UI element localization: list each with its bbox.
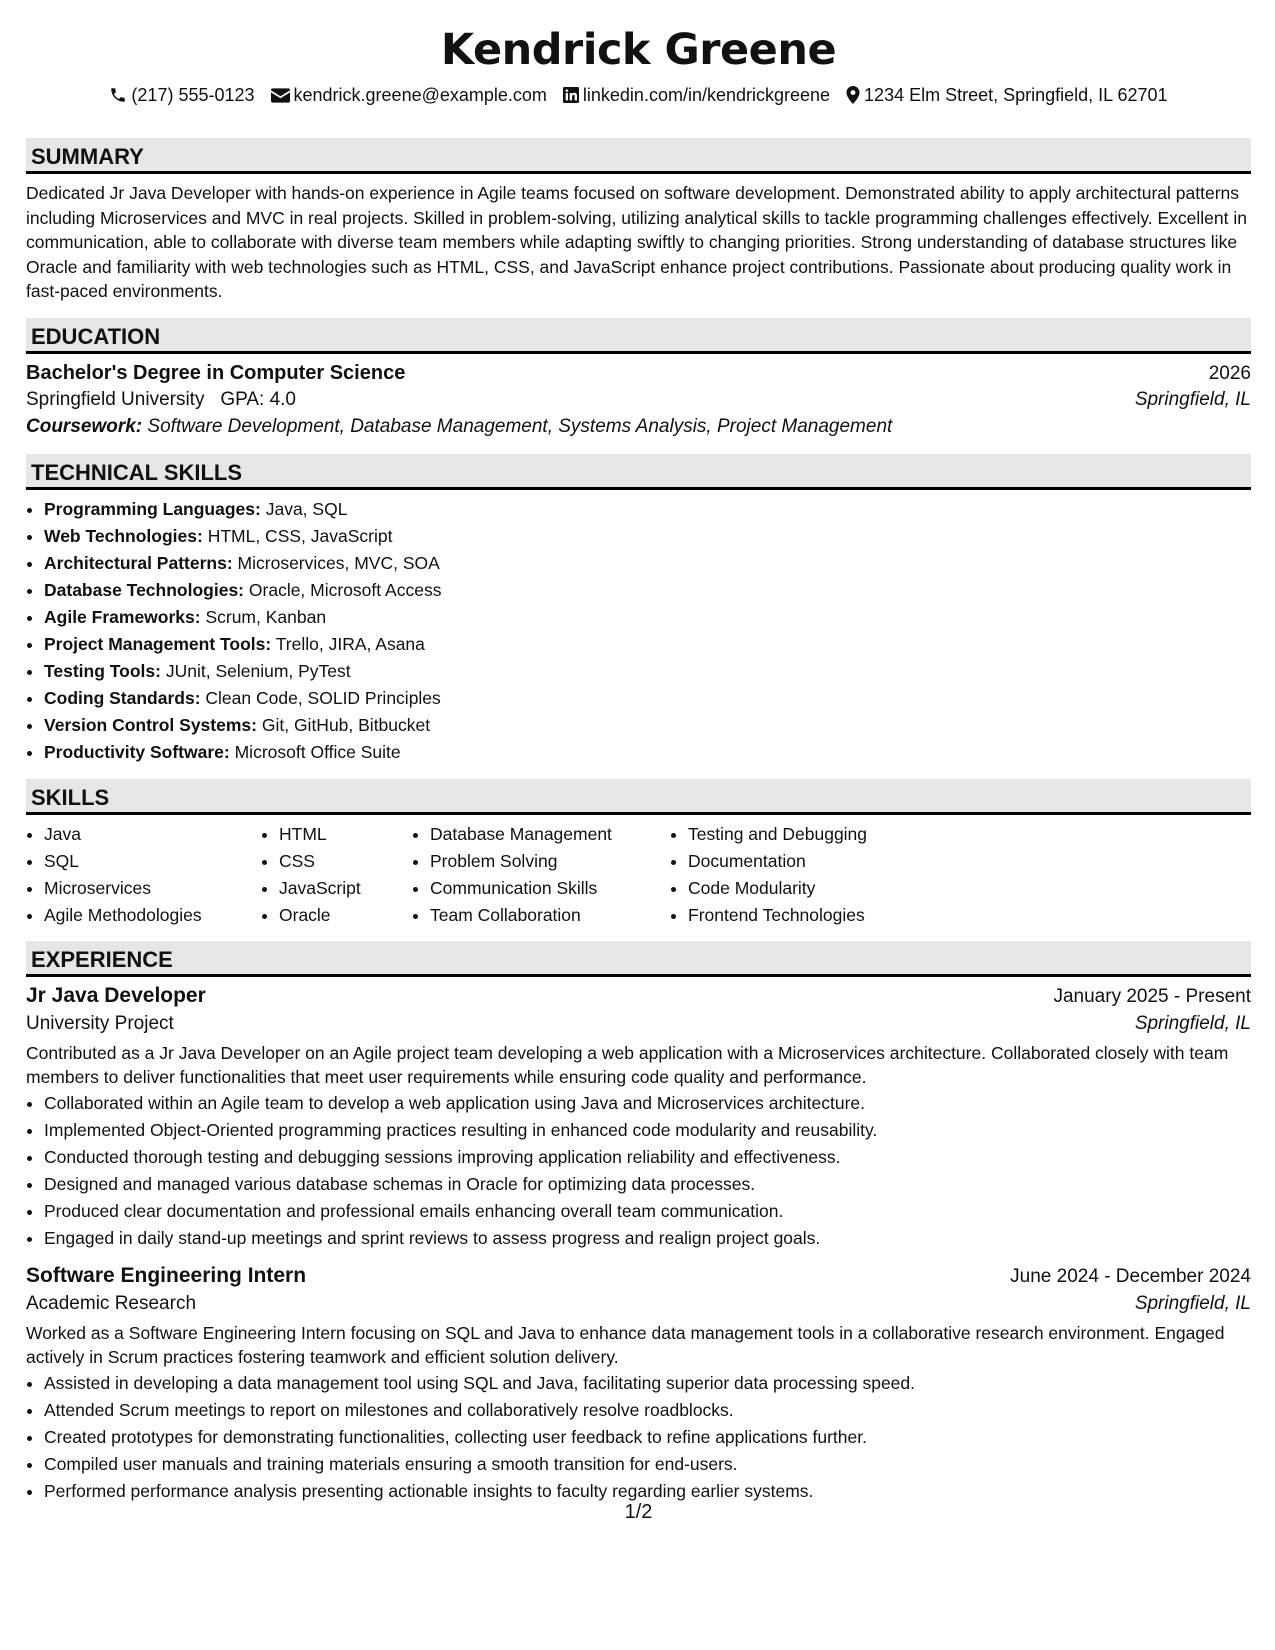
technical-skill-item — [44, 523, 1251, 550]
coursework-list: Software Development, Database Management, Systems Analysis, Project Management — [147, 415, 893, 437]
skill-item: • Testing and Debugging — [688, 821, 928, 848]
job-subheader — [26, 1293, 1251, 1315]
skill-item: • Problem Solving — [430, 848, 670, 875]
candidate-name: Kendrick Greene — [440, 25, 837, 75]
skill-item: • Documentation — [688, 848, 928, 875]
technical-skill-value: Git, GitHub, Bitbucket — [261, 714, 431, 735]
job-title: Software Engineering Intern — [26, 1263, 307, 1287]
job-bullet: • Assisted in developing a data management tool using SQL and Java, facilitating superior data processing speed. — [44, 1370, 1251, 1397]
job-description: Worked as a Software Engineering Intern focusing on SQL and Java to enhance data management tools in a collaborative research environment. Engaged actively in Scrum practices fostering teamwork and efficient solution delivery. — [26, 1322, 1225, 1368]
job-dates: June 2024 - December 2024 — [1010, 1265, 1251, 1287]
skill-item: • Team Collaboration — [430, 902, 670, 929]
skill-item: • SQL — [44, 848, 261, 875]
job-bullet: • Engaged in daily stand-up meetings and sprint reviews to assess progress and realign project goals. — [44, 1225, 1251, 1252]
envelope-icon — [271, 88, 290, 103]
technical-skill-item — [44, 496, 1251, 523]
contact-phone — [109, 85, 254, 106]
skill-item: • CSS — [279, 848, 412, 875]
education-row-2 — [26, 389, 1251, 411]
job-bullet: • Implemented Object-Oriented programming practices resulting in enhanced code modularity and reusability. — [44, 1117, 1251, 1144]
skill-item: • JavaScript — [279, 875, 412, 902]
email-link[interactable]: kendrick.greene@example.com — [293, 84, 547, 105]
coursework-line — [26, 416, 1251, 438]
job-bullet: • Designed and managed various database schemas in Oracle for optimizing data processes. — [44, 1171, 1251, 1198]
school-line — [26, 389, 296, 411]
phone-text: (217) 555-0123 — [131, 84, 255, 105]
technical-skill-label: Project Management Tools: — [44, 633, 272, 654]
experience-entry — [26, 1264, 1251, 1505]
job-bullet: • Conducted thorough testing and debugging sessions improving application reliability and effectiveness. — [44, 1144, 1251, 1171]
job-bullet: • Created prototypes for demonstrating functionalities, collecting user feedback to refine applications further. — [44, 1424, 1251, 1451]
skill-item: • Agile Methodologies — [44, 902, 261, 929]
job-bullet: • Compiled user manuals and training materials ensuring a smooth transition for end-users. — [44, 1451, 1251, 1478]
technical-skills-list — [26, 496, 1251, 766]
experience-list — [26, 984, 1251, 1505]
skill-item: • Database Management — [430, 821, 670, 848]
job-bullet: • Attended Scrum meetings to report on milestones and collaboratively resolve roadblocks. — [44, 1397, 1251, 1424]
technical-skill-item — [44, 658, 1251, 685]
job-bullet: • Produced clear documentation and professional emails enhancing overall team communication. — [44, 1198, 1251, 1225]
address-text: 1234 Elm Street, Springfield, IL 62701 — [864, 84, 1168, 105]
summary-heading: SUMMARY — [26, 138, 1251, 174]
degree: Bachelor's Degree in Computer Science — [26, 361, 406, 384]
technical-skill-value: Scrum, Kanban — [205, 606, 327, 627]
skills-heading: SKILLS — [26, 779, 1251, 815]
skill-item: • Communication Skills — [430, 875, 670, 902]
technical-skill-label: Programming Languages: — [44, 498, 261, 519]
technical-skill-item — [44, 739, 1251, 766]
job-bullets — [26, 1090, 1251, 1252]
skill-item: • Frontend Technologies — [688, 902, 928, 929]
technical-skill-value: Trello, JIRA, Asana — [275, 633, 425, 654]
technical-skill-item — [44, 604, 1251, 631]
contact-linkedin[interactable] — [563, 85, 830, 106]
skills-column — [670, 821, 928, 929]
skills-grid — [26, 821, 1251, 929]
page-indicator: 1/2 — [624, 1501, 653, 1523]
experience-entry — [26, 984, 1251, 1252]
map-pin-icon — [846, 86, 860, 104]
job-bullets — [26, 1370, 1251, 1505]
technical-skill-label: Testing Tools: — [44, 660, 161, 681]
experience-heading: EXPERIENCE — [26, 941, 1251, 977]
technical-skill-label: Database Technologies: — [44, 579, 245, 600]
skill-item: • Oracle — [279, 902, 412, 929]
technical-skill-label: Coding Standards: — [44, 687, 201, 708]
technical-skill-item — [44, 631, 1251, 658]
job-title: Jr Java Developer — [26, 983, 206, 1007]
job-location: Springfield, IL — [1134, 1292, 1251, 1314]
technical-skill-value: Microservices, MVC, SOA — [237, 552, 440, 573]
skill-item: • Microservices — [44, 875, 261, 902]
technical-skill-value: Oracle, Microsoft Access — [248, 579, 442, 600]
linkedin-icon — [563, 87, 579, 103]
graduation-year: 2026 — [1208, 362, 1251, 384]
summary-text: Dedicated Jr Java Developer with hands-on experience in Agile teams focused on software development. Demonstrated ability to apply architectural patterns including Microservices and MVC in real projects. Skilled in problem-solving, utilizing analytical skills to tackle programming challenges effectively. Excellent in communication, able to collaborate with diverse team members while adapting swiftly to changing priorities. Strong understanding of database structures like Oracle and familiarity with web technologies such as HTML, CSS, and JavaScript enhance project contributions. Passionate about producing quality work in fast-paced environments. — [26, 183, 1247, 302]
technical-skill-label: Productivity Software: — [44, 741, 230, 762]
job-location: Springfield, IL — [1134, 1012, 1251, 1034]
contact-email[interactable] — [271, 85, 547, 106]
job-organization: University Project — [26, 1012, 174, 1034]
technical-skill-value: Java, SQL — [265, 498, 348, 519]
skill-item: • Code Modularity — [688, 875, 928, 902]
job-header — [26, 1264, 1251, 1288]
education-entry — [26, 362, 1251, 438]
technical-skill-item — [44, 685, 1251, 712]
coursework-label: Coursework: — [26, 415, 143, 437]
education-row-1 — [26, 362, 1251, 385]
skill-item: • Java — [44, 821, 261, 848]
technical-skill-value: Clean Code, SOLID Principles — [205, 687, 441, 708]
skills-column — [412, 821, 670, 929]
technical-skill-value: HTML, CSS, JavaScript — [207, 525, 393, 546]
resume-page — [26, 0, 1251, 1650]
job-dates: January 2025 - Present — [1053, 985, 1251, 1007]
job-description: Contributed as a Jr Java Developer on an Agile project team developing a web application with a Microservices architecture. Collaborated closely with team members to deliver functionalities that meet user requirements while ensuring code quality and performance. — [26, 1042, 1229, 1088]
technical-skill-label: Version Control Systems: — [44, 714, 257, 735]
technical-skills-heading: TECHNICAL SKILLS — [26, 454, 1251, 490]
skill-item: • HTML — [279, 821, 412, 848]
linkedin-link[interactable]: linkedin.com/in/kendrickgreene — [582, 84, 831, 105]
technical-skill-label: Agile Frameworks: — [44, 606, 201, 627]
school-name: Springfield University — [26, 388, 205, 410]
technical-skill-label: Architectural Patterns: — [44, 552, 233, 573]
skills-column — [26, 821, 261, 929]
phone-icon — [109, 86, 127, 104]
education-heading: EDUCATION — [26, 318, 1251, 354]
contact-address — [846, 85, 1168, 106]
technical-skill-item — [44, 577, 1251, 604]
job-subheader — [26, 1013, 1251, 1035]
gpa: GPA: 4.0 — [220, 388, 296, 410]
technical-skill-label: Web Technologies: — [44, 525, 203, 546]
technical-skill-value: JUnit, Selenium, PyTest — [165, 660, 351, 681]
contact-bar — [26, 82, 1251, 108]
job-organization: Academic Research — [26, 1292, 197, 1314]
job-bullet: • Performed performance analysis presenting actionable insights to faculty regarding earlier systems. — [44, 1478, 1251, 1505]
skills-column — [261, 821, 412, 929]
technical-skill-value: Microsoft Office Suite — [234, 741, 401, 762]
job-bullet: • Collaborated within an Agile team to develop a web application using Java and Microservices architecture. — [44, 1090, 1251, 1117]
school-location: Springfield, IL — [1134, 388, 1251, 410]
technical-skill-item — [44, 550, 1251, 577]
technical-skill-item — [44, 712, 1251, 739]
job-header — [26, 984, 1251, 1008]
